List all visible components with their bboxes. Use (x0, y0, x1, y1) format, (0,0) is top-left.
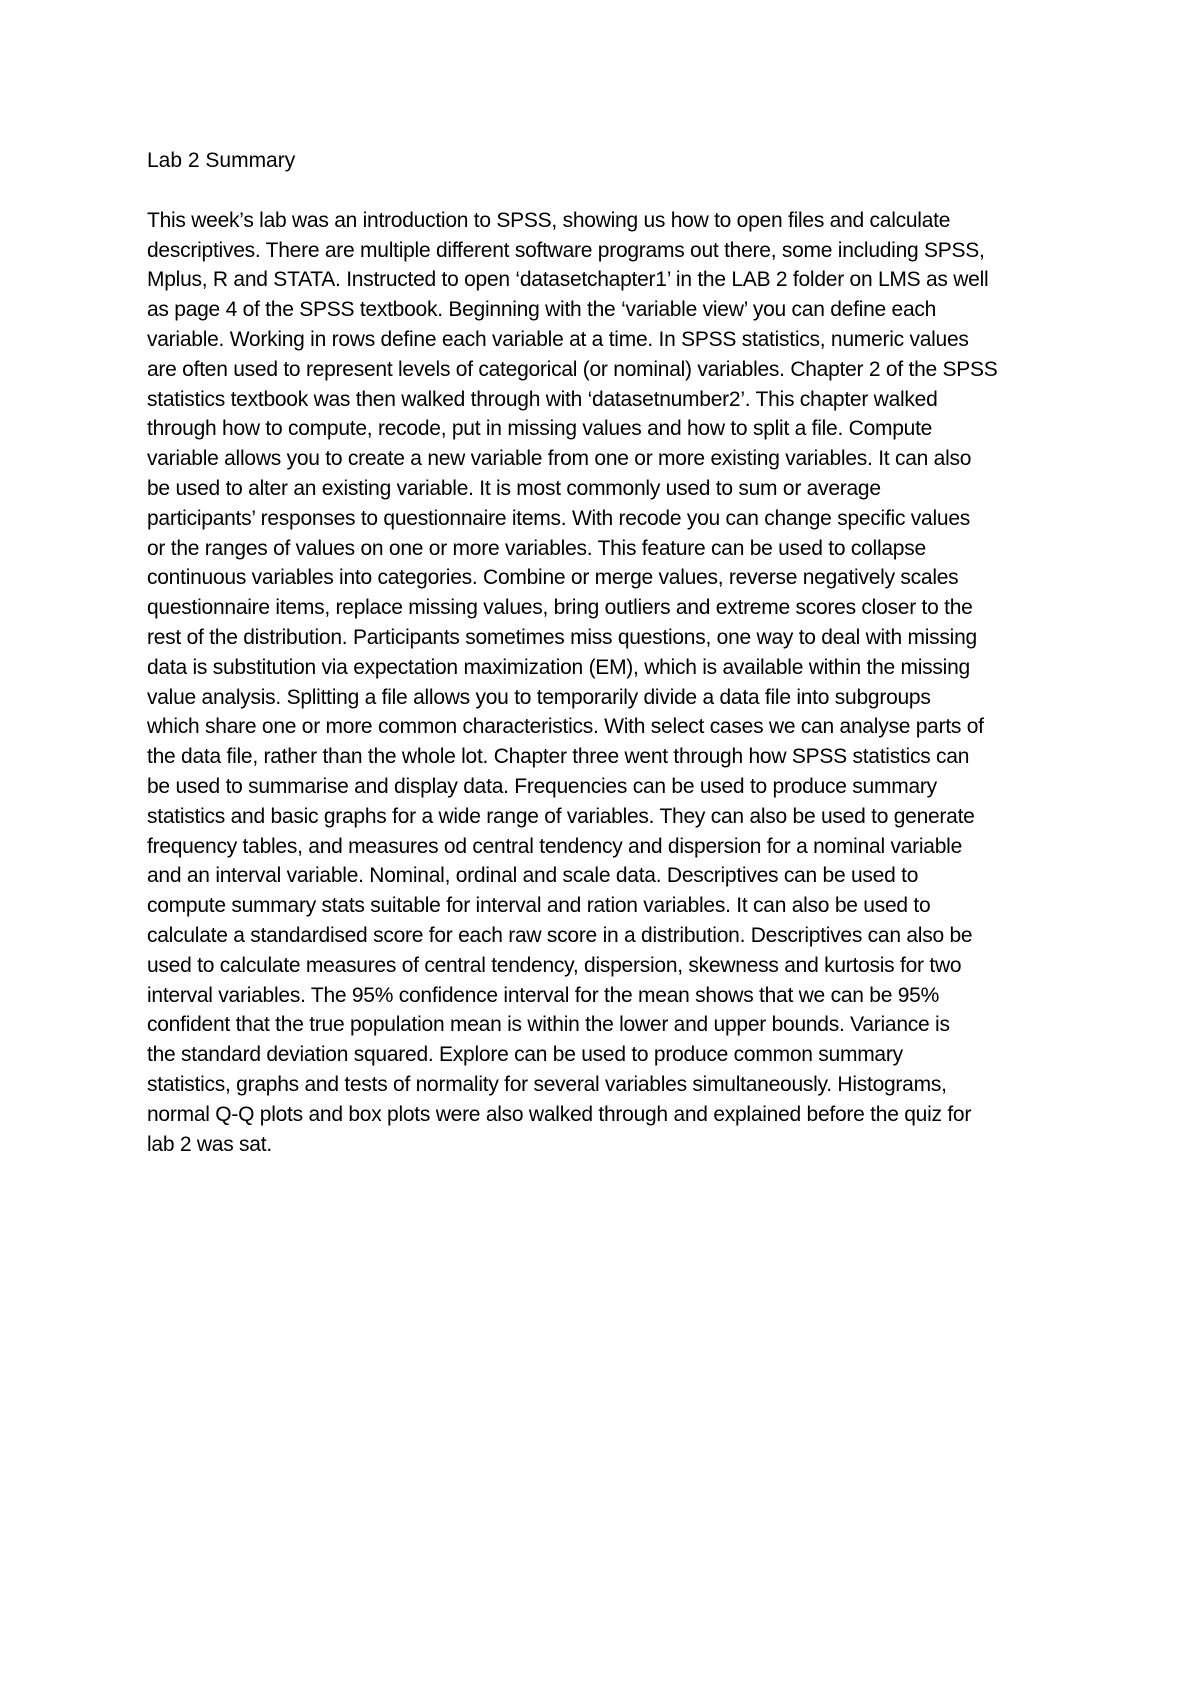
paragraph-line: continuous variables into categories. Combine or merge values, reverse negatively scales (147, 566, 959, 590)
paragraph-line: through how to compute, recode, put in missing values and how to split a file. Compute (147, 417, 933, 441)
paragraph-line: which share one or more common characteristics. With select cases we can analyse parts of (147, 715, 984, 739)
paragraph-line: variable allows you to create a new variable from one or more existing variables. It can also (147, 447, 972, 471)
paragraph-line: participants’ responses to questionnaire items. With recode you can change specific values (147, 506, 971, 530)
paragraph-line: normal Q-Q plots and box plots were also walked through and explained before the quiz for (147, 1102, 972, 1126)
paragraph-line: are often used to represent levels of categorical (or nominal) variables. Chapter 2 of the SPSS (147, 357, 998, 381)
paragraph-line: the standard deviation squared. Explore can be used to produce common summary (147, 1043, 903, 1067)
paragraph-line: Mplus, R and STATA. Instructed to open ‘datasetchapter1’ in the LAB 2 folder on LMS as well (147, 268, 989, 292)
document-title: Lab 2 Summary (147, 149, 296, 172)
paragraph-line: statistics textbook was then walked through with ‘datasetnumber2’. This chapter walked (147, 387, 938, 411)
paragraph-line: frequency tables, and measures od central tendency and dispersion for a nominal variable (147, 834, 962, 858)
paragraph-line: confident that the true population mean is within the lower and upper bounds. Variance is (147, 1013, 950, 1037)
document-content (147, 146, 1067, 1159)
paragraph-line: rest of the distribution. Participants sometimes miss questions, one way to deal with missing (147, 625, 977, 649)
paragraph-line: questionnaire items, replace missing values, bring outliers and extreme scores closer to the (147, 596, 973, 620)
paragraph-line: statistics and basic graphs for a wide range of variables. They can also be used to generate (147, 804, 975, 828)
paragraph-line: data is substitution via expectation maximization (EM), which is available within the missing (147, 655, 970, 679)
paragraph-line: statistics, graphs and tests of normality for several variables simultaneously. Histograms, (147, 1072, 947, 1096)
paragraph-line: variable. Working in rows define each variable at a time. In SPSS statistics, numeric values (147, 327, 969, 351)
paragraph-line: as page 4 of the SPSS textbook. Beginning with the ‘variable view’ you can define each (147, 298, 937, 322)
paragraph-line: value analysis. Splitting a file allows you to temporarily divide a data file into subgroups (147, 685, 931, 709)
paragraph-line: used to calculate measures of central tendency, dispersion, skewness and kurtosis for two (147, 953, 962, 977)
paragraph-line: lab 2 was sat. (147, 1132, 272, 1156)
paragraph-line: This week’s lab was an introduction to SPSS, showing us how to open files and calculate (147, 208, 951, 232)
paragraph-line: compute summary stats suitable for interval and ration variables. It can also be used to (147, 894, 931, 918)
paragraph-line: calculate a standardised score for each raw score in a distribution. Descriptives can also be (147, 923, 973, 947)
paragraph-line: be used to alter an existing variable. It is most commonly used to sum or average (147, 476, 881, 500)
paragraph-line: the data file, rather than the whole lot. Chapter three went through how SPSS statistics can (147, 745, 970, 769)
summary-paragraph (147, 206, 1067, 1160)
paragraph-line: or the ranges of values on one or more variables. This feature can be used to collapse (147, 536, 926, 560)
paragraph-line: and an interval variable. Nominal, ordinal and scale data. Descriptives can be used to (147, 864, 919, 888)
paragraph-line: be used to summarise and display data. Frequencies can be used to produce summary (147, 774, 937, 798)
paragraph-line: descriptives. There are multiple different software programs out there, some including SPSS, (147, 238, 985, 262)
paragraph-line: interval variables. The 95% confidence interval for the mean shows that we can be 95% (147, 983, 939, 1007)
